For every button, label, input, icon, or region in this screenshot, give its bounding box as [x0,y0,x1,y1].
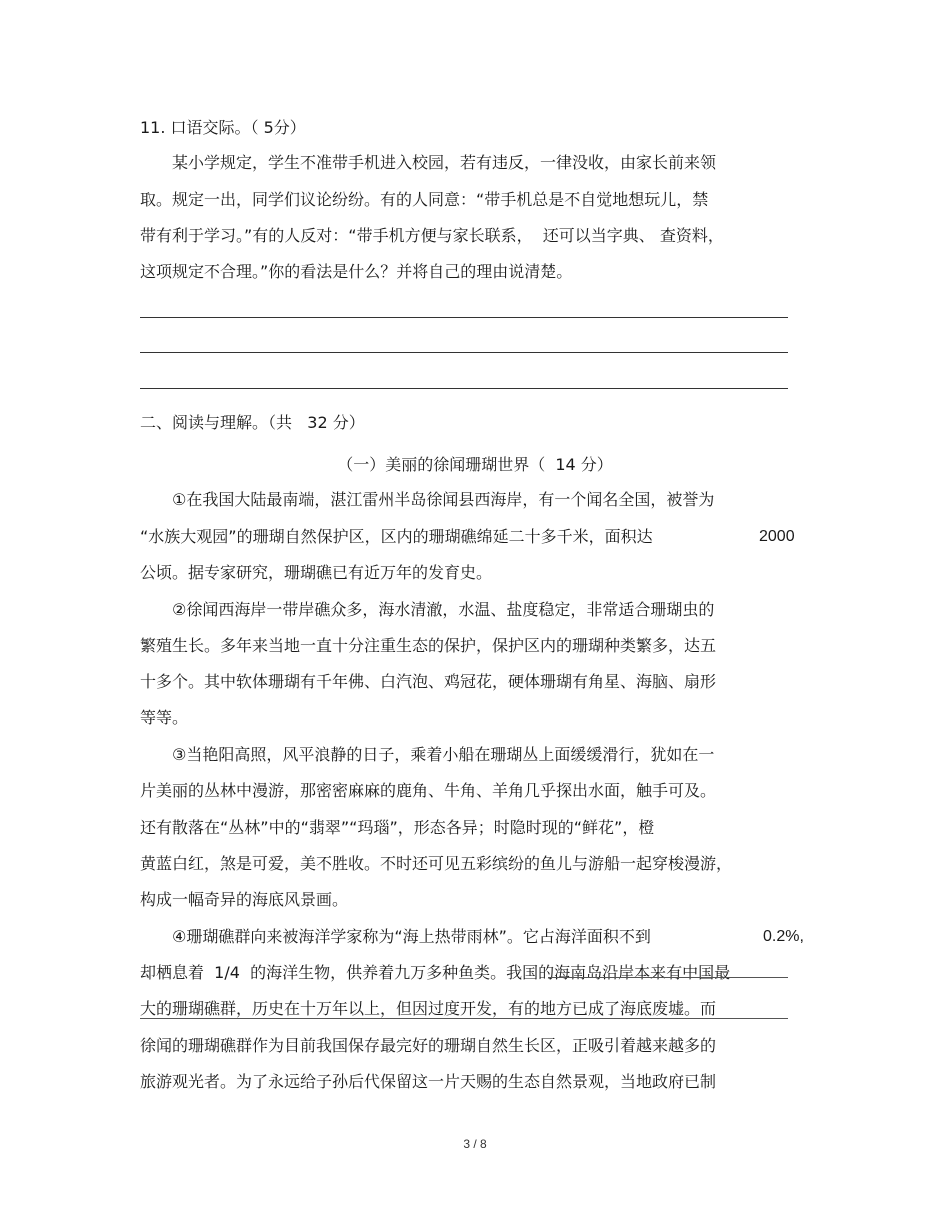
p3-line-5: 构成一幅奇异的海底风景画。 [140,890,349,909]
p2-line-3: 十多个。其中软体珊瑚有千年佛、白汽泡、鸡冠花，硬体珊瑚有角星、海脑、扇形 [140,672,717,691]
q11-line-2: 取。规定一出，同学们议论纷纷。有的人同意：“带手机总是不自觉地想玩儿，禁 [140,190,709,209]
page-number: 3 / 8 [463,1137,487,1151]
p2-line-2: 繁殖生长。多年来当地一直十分注重生态的保护，保护区内的珊瑚种类繁多，达五 [140,636,717,655]
p4-line-5: 旅游观光者。为了永远给子孙后代保留这一片天赐的生态自然景观，当地政府已制 [140,1072,717,1091]
q11-line-3: 带有利于学习。”有的人反对：“带手机方便与家长联系， 还可以当字典、 查资料， [140,226,724,245]
answer-line-2[interactable] [140,352,788,353]
p4-line-4: 徐闻的珊瑚礁群作为目前我国保存最完好的珊瑚自然生长区，正吸引着越来越多的 [140,1036,717,1055]
p4-line-2: 却栖息着 1/4 的海洋生物，供养着九万多种鱼类。我国的海南岛沿岸本来有中国最 [140,963,731,982]
p3-line-1: ③当艳阳高照，风平浪静的日子，乘着小船在珊瑚丛上面缓缓滑行，犹如在一 [172,745,715,764]
answer-line-3[interactable] [140,388,788,389]
p4-line-1: ④珊瑚礁群向来被海洋学家称为“海上热带雨林”。它占海洋面积不到 [172,927,651,946]
p3-line-3: 还有散落在“丛林”中的“翡翠”“玛瑙”，形态各异；时隐时现的“鲜花”，橙 [140,818,655,837]
p3-line-2: 片美丽的丛林中漫游，那密密麻麻的鹿角、牛角、羊角几乎探出水面，触手可及。 [140,781,717,800]
section-2-title: 二、阅读与理解。（共 32 分） [140,413,365,432]
question-11-title: 11. 口语交际。（ 5分） [140,118,306,137]
q11-line-4: 这项规定不合理。”你的看法是什么？并将自己的理由说清楚。 [140,262,573,281]
p4-number: 0.2%, [763,928,804,945]
p3-line-4: 黄蓝白红，煞是可爱，美不胜收。不时还可见五彩缤纷的鱼儿与游船一起穿梭漫游， [140,854,733,873]
p2-line-1: ②徐闻西海岸一带岸礁众多，海水清澈，水温、盐度稳定，非常适合珊瑚虫的 [172,600,715,619]
underline-2 [140,1018,788,1019]
q11-line-1: 某小学规定，学生不准带手机进入校园，若有违反，一律没收，由家长前来领 [172,153,717,172]
passage-title: （一）美丽的徐闻珊瑚世界（ 14 分） [337,455,613,474]
underline-1 [548,977,788,978]
p1-line-2: “水族大观园”的珊瑚自然保护区，区内的珊瑚礁绵延二十多千米，面积达 [140,527,653,546]
p4-line-3: 大的珊瑚礁群，历史在十万年以上，但因过度开发，有的地方已成了海底废墟。而 [140,999,717,1018]
p1-line-1: ①在我国大陆最南端，湛江雷州半岛徐闻县西海岸，有一个闻名全国，被誉为 [172,490,715,509]
p2-line-4: 等等。 [140,708,189,727]
p1-number: 2000 [759,528,795,545]
p1-line-3: 公顷。据专家研究，珊瑚礁已有近万年的发育史。 [140,563,493,582]
answer-line-1[interactable] [140,317,788,318]
